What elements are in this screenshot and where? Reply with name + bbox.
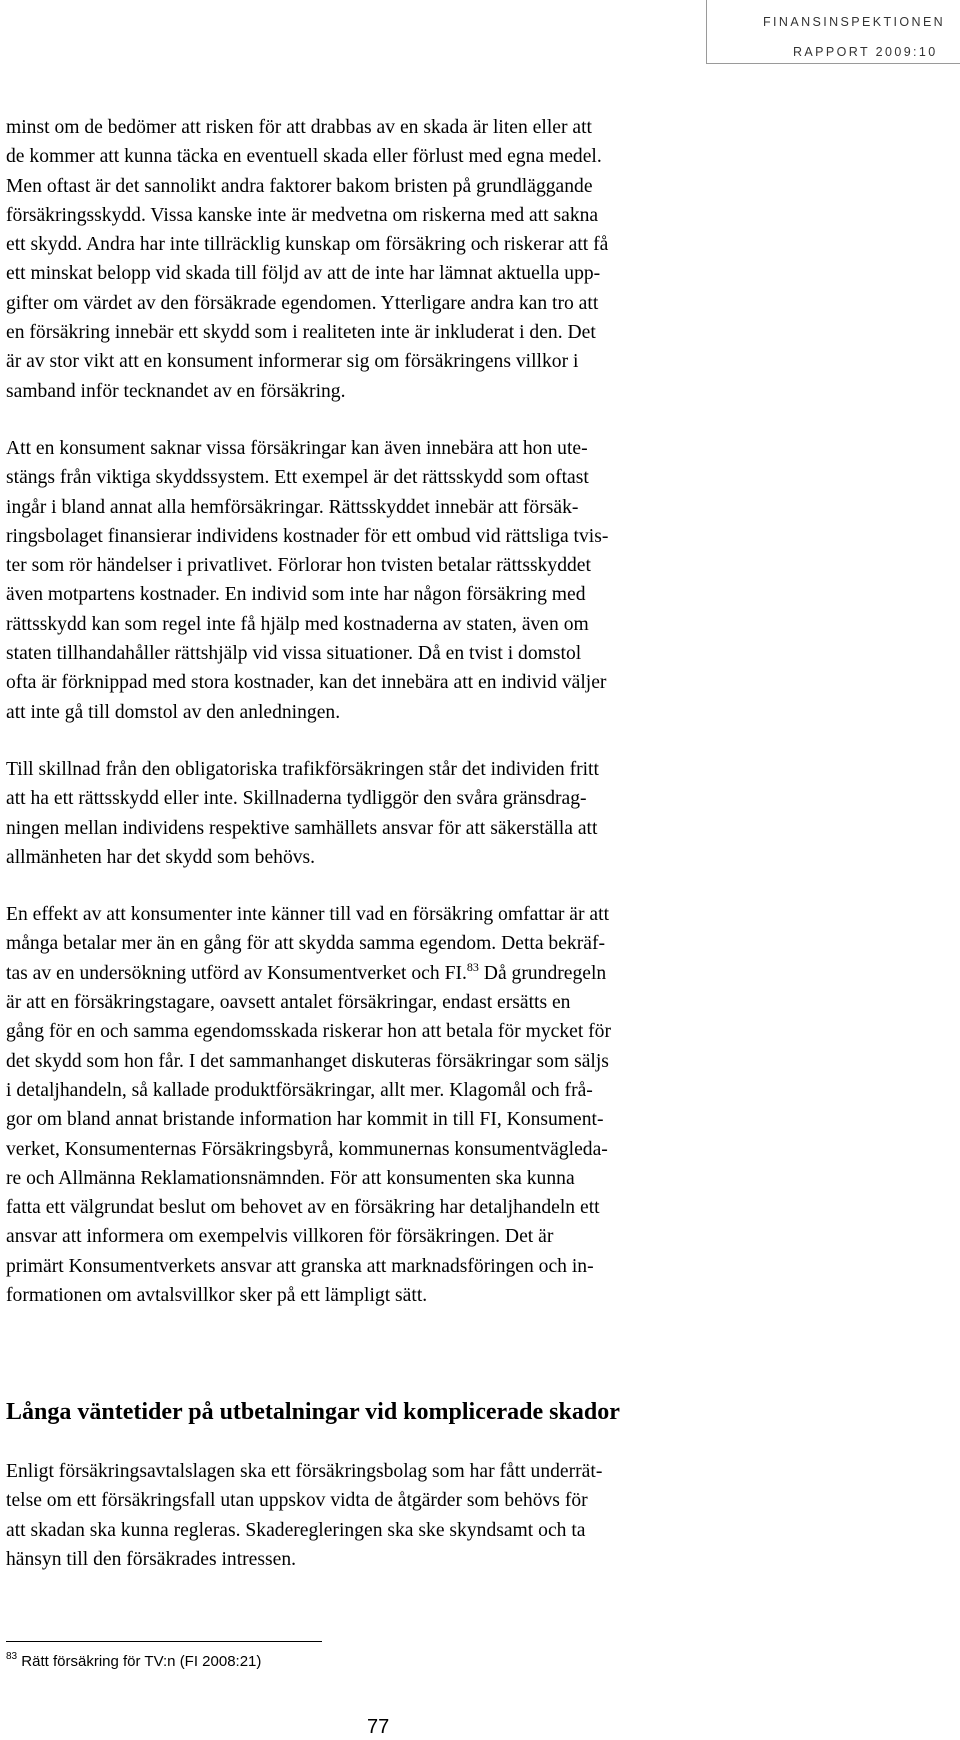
text-line-with-footnote <box>6 959 758 988</box>
text-line: fatta ett välgrundat beslut om behovet av en försäkring har detaljhandeln ett <box>6 1197 600 1219</box>
text-line: En effekt av att konsumenter inte känner till vad en försäkring omfattar är att <box>6 904 610 926</box>
text-line: gång för en och samma egendomsskada riskerar hon att betala för mycket för <box>6 1021 612 1043</box>
paragraph-2 <box>6 434 758 727</box>
paragraph-3 <box>6 755 758 872</box>
text-line: Att en konsument saknar vissa försäkringar kan även innebära att hon ute- <box>6 437 588 459</box>
text-line: gor om bland annat bristande information har kommit in till FI, Konsument- <box>6 1109 604 1131</box>
text-line: är av stor vikt att en konsument informerar sig om försäkringens villkor i <box>6 351 579 373</box>
text-line: de kommer att kunna täcka en eventuell skada eller förlust med egna medel. <box>6 146 602 168</box>
text-line: att ha ett rättsskydd eller inte. Skillnaderna tydliggör den svåra gränsdrag- <box>6 788 587 810</box>
footnote <box>6 1653 261 1670</box>
text-line: ter som rör händelser i privatlivet. Förlorar hon tvisten betalar rättsskyddet <box>6 555 591 577</box>
footnote-text: Rätt försäkring för TV:n (FI 2008:21) <box>21 1653 262 1670</box>
text-line: ningen mellan individens respektive samhällets ansvar för att säkerställa att <box>6 817 598 839</box>
footnote-divider <box>6 1641 322 1642</box>
text-line: allmänheten har det skydd som behövs. <box>6 846 316 868</box>
text-line: att inte gå till domstol av den anledningen. <box>6 701 341 723</box>
text-fragment: tas av en undersökning utförd av Konsumentverket och FI. <box>6 962 467 984</box>
text-line: ofta är förknippad med stora kostnader, kan det innebära att en individ väljer <box>6 672 607 694</box>
footnote-reference[interactable]: 83 <box>466 959 479 974</box>
text-line: gifter om värdet av den försäkrade egendomen. Ytterligare andra kan tro att <box>6 292 599 314</box>
text-line: det skydd som hon får. I det sammanhanget diskuteras försäkringar som säljs <box>6 1050 609 1072</box>
text-line: verket, Konsumenternas Försäkringsbyrå, kommunernas konsumentvägleda- <box>6 1138 608 1160</box>
text-line: re och Allmänna Reklamationsnämnden. För att konsumenten ska kunna <box>6 1167 575 1189</box>
text-line: hänsyn till den försäkrades intressen. <box>6 1548 297 1570</box>
page-number: 77 <box>367 1716 390 1738</box>
text-line: ansvar att informera om exempelvis villkoren för försäkringen. Det är <box>6 1226 554 1248</box>
text-line: att skadan ska kunna regleras. Skaderegleringen ska ske skyndsamt och ta <box>6 1519 586 1541</box>
text-line: även motpartens kostnader. En individ som inte har någon försäkring med <box>6 584 586 606</box>
text-line: ett minskat belopp vid skada till följd av att de inte har lämnat aktuella upp- <box>6 263 601 285</box>
text-line: samband inför tecknandet av en försäkring. <box>6 380 346 402</box>
text-line: rättsskydd kan som regel inte få hjälp med kostnaderna av staten, även om <box>6 613 589 635</box>
text-line: telse om ett försäkringsfall utan uppskov vidta de åtgärder som behövs för <box>6 1490 588 1512</box>
text-line: formationen om avtalsvillkor sker på ett lämpligt sätt. <box>6 1284 428 1306</box>
text-line: en försäkring innebär ett skydd som i realiteten inte är inkluderat i den. Det <box>6 322 596 344</box>
header-report-number: RAPPORT 2009:10 <box>793 45 938 59</box>
text-line: ringsbolaget finansierar individens kostnader för ett ombud vid rättsliga tvis- <box>6 525 609 547</box>
header-org: FINANSINSPEKTIONEN <box>763 15 946 29</box>
text-line: är att en försäkringstagare, oavsett antalet försäkringar, endast ersätts en <box>6 992 571 1014</box>
report-header <box>706 0 960 64</box>
section-2-text <box>6 1457 758 1574</box>
section-heading: Långa väntetider på utbetalningar vid komplicerade skador <box>6 1399 620 1425</box>
text-line: ingår i bland annat alla hemförsäkringar. Rättsskyddet innebär att försäk- <box>6 496 579 518</box>
text-line: Enligt försäkringsavtalslagen ska ett försäkringsbolag som har fått underrät- <box>6 1461 603 1482</box>
body-text <box>6 113 758 1338</box>
paragraph-1 <box>6 113 758 406</box>
text-line: minst om de bedömer att risken för att drabbas av en skada är liten eller att <box>6 117 592 138</box>
text-line: primärt Konsumentverkets ansvar att granska att marknadsföringen och in- <box>6 1255 594 1277</box>
text-line: ett skydd. Andra har inte tillräcklig kunskap om försäkring och riskerar att få <box>6 234 609 256</box>
text-line: stängs från viktiga skyddssystem. Ett exempel är det rättsskydd som oftast <box>6 467 589 489</box>
text-line: Till skillnad från den obligatoriska trafikförsäkringen står det individen fritt <box>6 758 599 780</box>
text-line: Men oftast är det sannolikt andra faktorer bakom bristen på grundläggande <box>6 175 593 197</box>
text-line: staten tillhandahåller rättshjälp vid vissa situationer. Då en tvist i domstol <box>6 643 582 665</box>
text-line: många betalar mer än en gång för att skydda samma egendom. Detta bekräf- <box>6 933 605 955</box>
text-line: i detaljhandeln, så kallade produktförsäkringar, allt mer. Klagomål och frå- <box>6 1079 593 1101</box>
footnote-number: 83 <box>6 1651 18 1662</box>
paragraph-4 <box>6 900 758 1310</box>
text-fragment: Då grundregeln <box>478 962 607 984</box>
text-line: försäkringsskydd. Vissa kanske inte är medvetna om riskerna med att sakna <box>6 204 599 226</box>
